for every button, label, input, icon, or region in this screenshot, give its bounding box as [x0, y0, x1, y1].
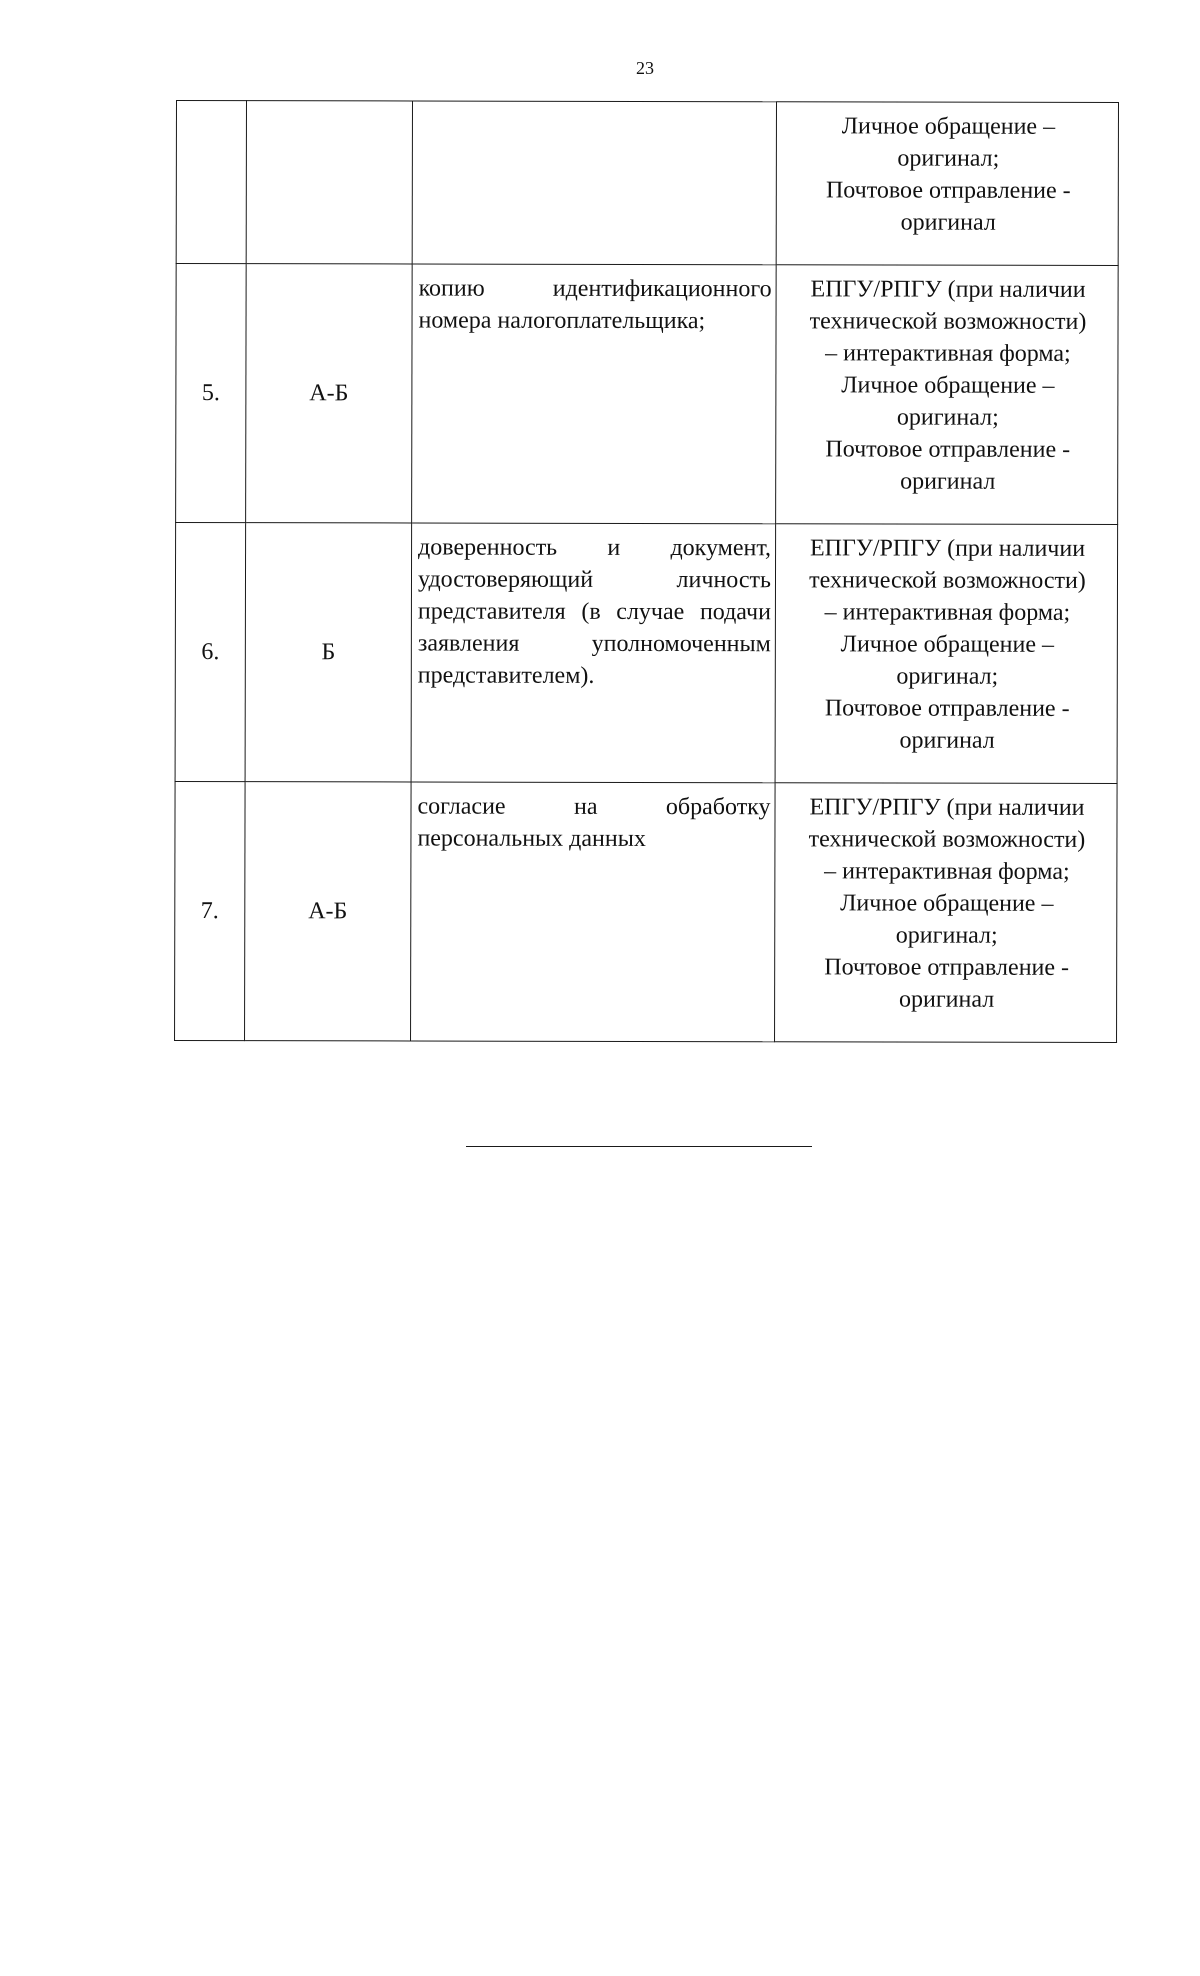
submission-line: оригинал;: [896, 663, 999, 690]
table-row: [175, 523, 1118, 784]
submission-line: Личное обращение –: [841, 372, 1055, 399]
submission-line: ЕПГУ/РПГУ (при наличии: [809, 794, 1085, 821]
submission-line: – интерактивная форма;: [824, 858, 1070, 885]
end-of-document-rule: [466, 1146, 812, 1147]
category-cell: А-Б: [246, 264, 413, 523]
submission-line: ЕПГУ/РПГУ (при наличии: [810, 535, 1086, 562]
submission-line: оригинал;: [895, 922, 998, 949]
submission-line: оригинал;: [896, 404, 999, 431]
submission-line: – интерактивная форма;: [825, 340, 1071, 367]
submission-line: технической возможности): [809, 567, 1086, 594]
document-cell: доверенность и документ, удостоверяющий личность представителя (в случае подачи заявления уполномоченным представителем).: [411, 523, 776, 783]
submission-line: оригинал;: [897, 145, 1000, 172]
submission-line: Почтовое отправление -: [825, 177, 1071, 204]
submission-line: оригинал: [898, 986, 995, 1013]
submission-line: Личное обращение –: [840, 631, 1055, 658]
submission-method-cell: [776, 102, 1118, 266]
category-cell: [246, 101, 412, 264]
submission-line: Личное обращение –: [841, 113, 1056, 140]
submission-line: оригинал: [899, 727, 995, 754]
submission-line: технической возможности): [809, 308, 1087, 335]
table-row-continuation: [176, 101, 1118, 266]
submission-line: технической возможности): [808, 826, 1086, 853]
category-cell: А-Б: [245, 782, 412, 1041]
submission-line: оригинал: [900, 209, 996, 236]
submission-line: Почтовое отправление -: [824, 954, 1070, 981]
submission-method-cell: [775, 783, 1118, 1043]
page-number: 23: [636, 58, 654, 78]
submission-line: – интерактивная форма;: [824, 599, 1071, 626]
submission-line: Личное обращение –: [840, 890, 1054, 917]
document-cell: [412, 101, 776, 265]
table-row: [175, 781, 1118, 1042]
table-row: [176, 264, 1119, 525]
documents-table: [174, 100, 1119, 1043]
row-number-cell: [176, 101, 246, 264]
submission-line: Почтовое отправление -: [825, 436, 1071, 463]
submission-line: оригинал: [900, 468, 996, 495]
submission-method-cell: [776, 265, 1119, 525]
submission-method-cell: [775, 524, 1118, 784]
row-number-cell: 6.: [175, 523, 246, 782]
document-cell: копию идентификационного номера налогоплательщика;: [412, 264, 777, 524]
row-number-cell: 5.: [176, 264, 247, 523]
category-cell: Б: [245, 523, 412, 782]
submission-line: Почтовое отправление -: [824, 695, 1070, 722]
row-number-cell: 7.: [175, 781, 246, 1040]
submission-line: ЕПГУ/РПГУ (при наличии: [810, 276, 1086, 303]
document-cell: согласие на обработку персональных данных: [411, 782, 776, 1042]
